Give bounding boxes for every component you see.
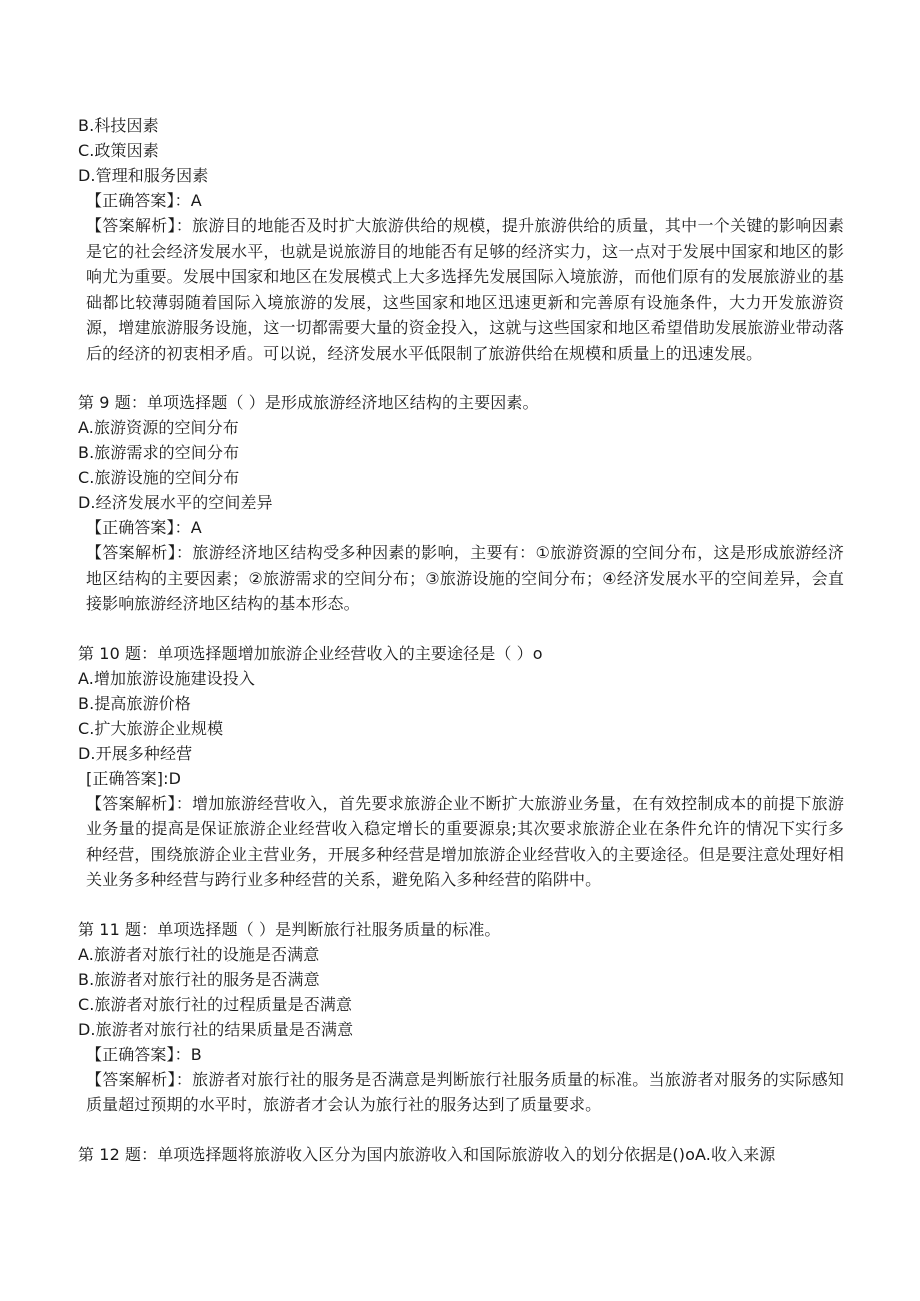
q10-option-a: A.增加旅游设施建设投入 [78, 668, 255, 688]
spacer [78, 893, 844, 917]
q9-question: 第 9 题：单项选择题（ ）是形成旅游经济地区结构的主要因素。 [78, 393, 539, 412]
q11-option-d: D.旅游者对旅行社的结果质量是否满意 [78, 1019, 354, 1039]
q11-question: 第 11 题：单项选择题（ ）是判断旅行社服务质量的标准。 [78, 919, 501, 939]
q11-explanation: 【答案解析】：旅游者对旅行社的服务是否满意是判断旅行社服务质量的标准。当旅游者对服务的实际感知质量超过预期的水平时，旅游者才会认为旅行社的服务达到了质量要求。 [86, 1069, 844, 1114]
q10-option-b: B.提高旅游价格 [78, 693, 191, 713]
spacer [78, 617, 844, 641]
spacer [78, 366, 844, 390]
q10-explanation: 【答案解析】：增加旅游经营收入，首先要求旅游企业不断扩大旅游业务量，在有效控制成本的前提下旅游业务量的提高是保证旅游企业经营收入稳定增长的重要源泉;其次要求旅游企业在条件允许的情况下实行多种经营，围绕旅游企业主营业务，开展多种经营是增加旅游企业经营收入的主要途径。但是要注意处理好相关业务多种经营与跨行业多种经营的关系，避免陷入多种经营的陷阱中。 [86, 793, 844, 889]
q9-option-d: D.经济发展水平的空间差异 [78, 493, 273, 512]
q11-option-b: B.旅游者对旅行社的服务是否满意 [78, 969, 320, 989]
document-page [78, 113, 844, 1167]
q11-option-c: C.旅游者对旅行社的过程质量是否满意 [78, 994, 353, 1014]
q11-answer: 【正确答案】：B [86, 1044, 202, 1064]
q10-option-c: C.扩大旅游企业规模 [78, 718, 224, 738]
q9-option-c: C.旅游设施的空间分布 [78, 468, 240, 487]
prev-option-c: C.政策因素 [78, 141, 159, 160]
q10-option-d: D.开展多种经营 [78, 743, 193, 763]
q11-option-a: A.旅游者对旅行社的设施是否满意 [78, 944, 320, 964]
prev-explanation: 【答案解析】：旅游目的地能否及时扩大旅游供给的规模，提升旅游供给的质量，其中一个关键的影响因素是它的社会经济发展水平，也就是说旅游目的地能否有足够的经济实力，这一点对于发展中国家和地区的影响尤为重要。发展中国家和地区在发展模式上大多选择先发展国际入境旅游，而他们原有的发展旅游业的基础都比较薄弱随着国际入境旅游的发展，这些国家和地区迅速更新和完善原有设施条件，大力开发旅游资源，增建旅游服务设施，这一切都需要大量的资金投入，这就与这些国家和地区希望借助发展旅游业带动落后的经济的初衷相矛盾。可以说，经济发展水平低限制了旅游供给在规模和质量上的迅速发展。 [86, 216, 844, 363]
spacer [78, 1118, 844, 1142]
q10-question: 第 10 题：单项选择题增加旅游企业经营收入的主要途径是（ ）o [78, 643, 543, 663]
prev-option-b: B.科技因素 [78, 116, 159, 135]
q10-answer: [正确答案]:D [86, 768, 181, 788]
q9-option-a: A.旅游资源的空间分布 [78, 418, 239, 437]
prev-answer: 【正确答案】：A [86, 191, 202, 210]
prev-option-d: D.管理和服务因素 [78, 166, 209, 185]
q12-question: 第 12 题：单项选择题将旅游收入区分为国内旅游收入和国际旅游收入的划分依据是()oA.收入来源 [78, 1144, 776, 1164]
q9-answer: 【正确答案】：A [86, 518, 202, 537]
q9-option-b: B.旅游需求的空间分布 [78, 443, 240, 462]
q9-explanation: 【答案解析】：旅游经济地区结构受多种因素的影响，主要有：①旅游资源的空间分布，这是形成旅游经济地区结构的主要因素；②旅游需求的空间分布；③旅游设施的空间分布；④经济发展水平的空间差异，会直接影响旅游经济地区结构的基本形态。 [86, 543, 844, 613]
